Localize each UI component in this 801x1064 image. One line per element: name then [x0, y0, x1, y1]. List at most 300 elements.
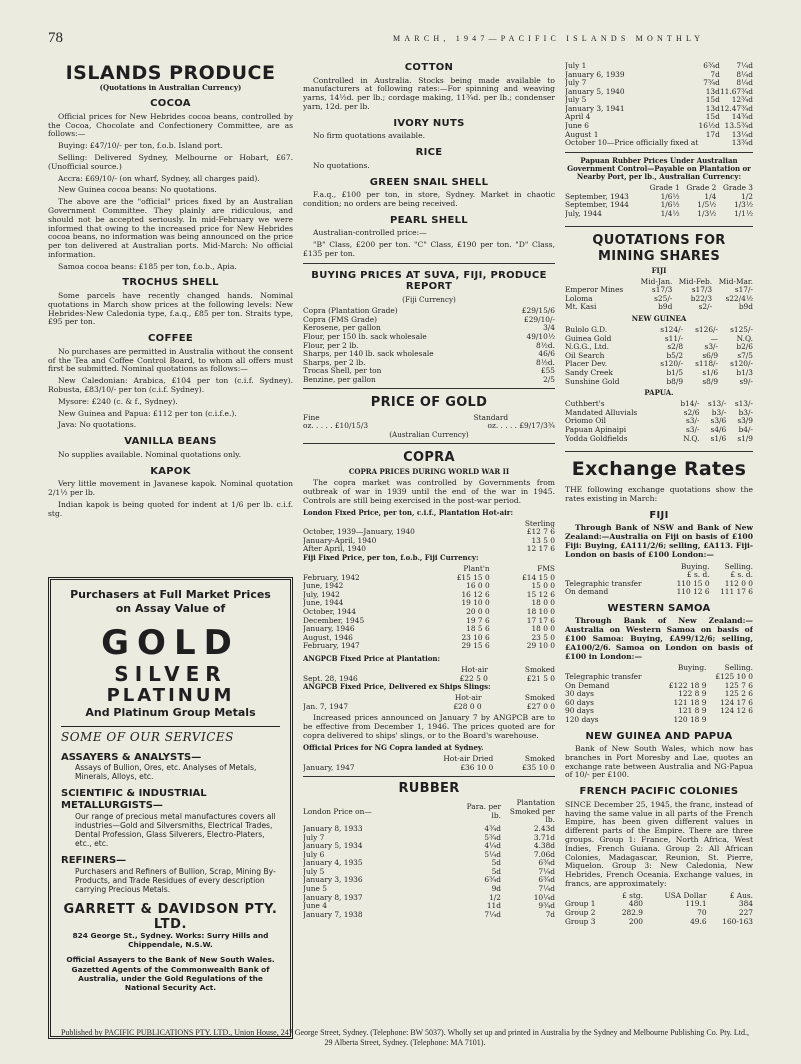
- table-cell: [699, 139, 720, 148]
- table-cell: 90 days: [565, 706, 594, 716]
- ng-copra-table: [303, 755, 555, 772]
- table-cell: s2/8: [667, 342, 684, 352]
- table-cell: 5d: [491, 858, 501, 868]
- table-cell: 1/6½: [660, 200, 680, 210]
- table-cell: £15 15 0: [456, 572, 490, 582]
- table-cell: 6¾d: [538, 858, 555, 868]
- table-cell: Oil Search: [565, 350, 605, 360]
- col-smoked: Smoked: [524, 665, 555, 675]
- table-cell: 7¼d: [538, 866, 555, 876]
- table-cell: 110 12 6: [676, 587, 710, 597]
- table-cell: 18 0 0: [531, 598, 555, 608]
- copra-heading: COPRA: [403, 450, 455, 466]
- table-cell: 6¾d: [703, 62, 720, 70]
- table-cell: January-April, 1940: [303, 535, 377, 545]
- table-row: [565, 716, 753, 725]
- table-cell: 13¾d: [731, 138, 753, 148]
- table-cell: Sunshine Gold: [565, 376, 620, 386]
- table-cell: s3/6: [710, 416, 727, 426]
- cell: £28 0 0: [453, 701, 482, 711]
- table-cell: July 6: [303, 849, 325, 859]
- coffee-para: Mysore: £240 (c. & f., Sydney).: [58, 396, 178, 406]
- table-cell: Sharps, per 2 lb.: [303, 357, 366, 367]
- cocoa-para: Official prices for New Hebrides cocoa beans, controlled by the Cocoa, Chocolate and Confectionery Committee, are as follows:—: [48, 111, 293, 139]
- kapok-para: Very little movement in Javanese kapok. Nominal quotation 2/1½ per lb.: [48, 479, 293, 498]
- table-cell: [706, 716, 753, 725]
- copra-para: The copra market was controlled by Governments from outbreak of war in 1939 until the end of the war in 1945. Controls are still being exercised in the post-war period.: [303, 478, 555, 505]
- table-cell: July 1: [565, 62, 587, 70]
- divider: [303, 443, 555, 444]
- samoa-para: Through Bank of New Zealand:—Australia on Western Samoa on basis of £100 Samoa: Buying, £A99/12/6; selling, £A100/2/6. Samoa on London on basis of £100 in London:—: [565, 616, 753, 661]
- table-cell: 5¾d: [484, 832, 501, 842]
- table-cell: 15d: [705, 112, 720, 122]
- table-cell: 7.06d: [533, 849, 555, 859]
- table-cell: Yodda Goldfields: [565, 433, 628, 443]
- divider: [303, 263, 555, 264]
- col-units: £ s. d.: [686, 570, 710, 580]
- coffee-para: New Guinea and Papua: £112 per ton (c.i.f.e.).: [58, 408, 237, 418]
- table-cell: 200: [628, 916, 643, 926]
- table-cell: 6¾d: [484, 875, 501, 885]
- table-cell: Kerosene, per gallon: [303, 323, 381, 333]
- table-cell: 7¾d: [703, 78, 720, 88]
- angpcb-table: [303, 666, 555, 683]
- table-cell: s17/-: [734, 285, 753, 295]
- mining-ng-heading: NEW GUINEA: [631, 314, 687, 323]
- col-hot-air: Hot-air: [461, 665, 488, 675]
- table-cell: 7¼d: [484, 909, 501, 919]
- table-cell: 110 15 0: [676, 578, 710, 588]
- cocoa-para: Selling: Delivered Sydney, Melbourne or Hobart, £67. (Unofficial source.): [48, 152, 293, 171]
- table-cell: 124 12 6: [720, 706, 753, 716]
- exchange-intro: THE following exchange quotations show the rates existing in March:: [565, 485, 753, 503]
- table-cell: 121 8 9: [678, 706, 707, 716]
- table-cell: s120/-: [660, 359, 684, 369]
- table-cell: 23 10 6: [461, 632, 490, 642]
- trochus-para: Some parcels have recently changed hands. Nominal quotations in March show prices at the following levels: New Hebrides-New Caledonia type, f.a.q., £85 per ton. Straits type, £95 per ton.: [48, 291, 293, 327]
- gold-fine-label: Fine: [303, 412, 320, 422]
- table-cell: January, 1946: [303, 624, 355, 634]
- divider: [565, 152, 753, 153]
- table-cell: 13¼d: [731, 129, 753, 139]
- table-cell: 7¼d: [538, 883, 555, 893]
- table-cell: August 1: [565, 129, 599, 139]
- table-cell: 1/3½: [697, 208, 717, 218]
- vanilla-para: No supplies available. Nominal quotations only.: [58, 449, 241, 459]
- vanilla-heading: VANILLA BEANS: [124, 436, 217, 448]
- gold-standard-price: oz. . . . . £9/17/3¾: [487, 421, 555, 431]
- table-cell: b8/9: [666, 376, 684, 386]
- table-cell: June 4: [303, 901, 327, 911]
- mining-heading: QUOTATIONS FOR MINING SHARES: [592, 233, 726, 264]
- table-row: [565, 378, 753, 387]
- table-cell: s11/-: [664, 333, 684, 343]
- table-cell: 1/3½: [733, 200, 753, 210]
- table-cell: N.Q.: [736, 333, 753, 343]
- copra-para: Increased prices announced on January 7 by ANGPCB are to be effective from December 1, 1946. The prices quoted are for copra delivered to ships' slings, or to the Board's warehouse.: [303, 713, 555, 741]
- samoa-heading: WESTERN SAMOA: [607, 602, 711, 614]
- fiji-price-table: [303, 565, 555, 651]
- section-title: ISLANDS PRODUCE: [65, 62, 276, 84]
- table-cell: 125 2 6: [724, 689, 753, 699]
- table-cell: Papuan Apinaipi: [565, 425, 627, 434]
- table-cell: Group 2: [565, 908, 596, 917]
- table-cell: s125/-: [730, 325, 753, 335]
- mining-papua-heading: PAPUA.: [644, 388, 674, 398]
- col-selling: Selling.: [724, 561, 753, 571]
- ad-services-heading: SOME OF OUR SERVICES: [61, 726, 280, 745]
- table-cell: Benzine, per gallon: [303, 374, 376, 384]
- rubber-heading: RUBBER: [398, 781, 460, 797]
- divider: [565, 451, 753, 452]
- table-cell: 5¼d: [484, 849, 501, 859]
- col-smoked: Smoked: [524, 693, 555, 703]
- table-cell: July, 1942: [303, 589, 340, 599]
- col-usd: USA Dollar: [664, 890, 707, 900]
- column-islands-produce: [48, 62, 293, 572]
- table-row: [565, 139, 753, 148]
- table-cell: 119.1: [685, 899, 707, 909]
- fpc-heading: FRENCH PACIFIC COLONIES: [579, 786, 739, 798]
- divider: [303, 388, 555, 389]
- cell: £21 5 0: [526, 673, 555, 683]
- table-cell: Sandy Creek: [565, 368, 613, 377]
- table-cell: 4¼d: [484, 841, 501, 851]
- table-cell: January 3, 1941: [565, 103, 625, 113]
- table-cell: July 7: [565, 78, 587, 88]
- ad-intro: Purchasers at Full Market Prices on Assay Value of: [70, 588, 271, 615]
- table-cell: s4/6: [710, 425, 727, 434]
- kapok-heading: KAPOK: [150, 465, 191, 477]
- table-row: [303, 825, 555, 834]
- sterling-label: Sterling: [524, 518, 555, 528]
- table-cell: s13/-: [734, 399, 753, 409]
- table-cell: 7d: [545, 909, 555, 919]
- table-cell: 7¼d: [736, 62, 753, 70]
- table-cell: 16½d: [698, 121, 720, 131]
- gold-standard-label: Standard: [473, 412, 509, 422]
- cell: £22 5 0: [459, 673, 488, 683]
- table-row: [565, 71, 753, 80]
- exchange-heading: Exchange Rates: [571, 458, 747, 481]
- table-cell: s3/-: [685, 416, 700, 426]
- table-cell: 16 0 0: [466, 581, 490, 591]
- col-fms: FMS: [537, 564, 555, 574]
- ivory-heading: IVORY NUTS: [393, 117, 465, 129]
- col-grade: Grade 3: [723, 183, 753, 193]
- table-cell: 19 10 0: [461, 598, 490, 608]
- gold-advertisement: [48, 577, 293, 1039]
- table-cell: 8½d.: [536, 340, 555, 350]
- table-cell: June 5: [303, 883, 327, 893]
- table-cell: January 8, 1937: [303, 892, 363, 902]
- table-cell: 70: [697, 908, 707, 917]
- table-cell: £12 7 6: [526, 527, 555, 537]
- table-row: [303, 859, 555, 868]
- table-cell: 120 18 9: [673, 714, 707, 724]
- page-number: 78: [48, 30, 63, 46]
- table-cell: 1/2: [489, 892, 501, 902]
- table-cell: s25/-: [654, 293, 673, 303]
- table-row: [565, 588, 753, 597]
- table-cell: 18 5 6: [466, 624, 490, 634]
- coffee-heading: COFFEE: [148, 333, 193, 345]
- table-cell: December, 1945: [303, 615, 365, 625]
- table-cell: 2/5: [543, 374, 555, 384]
- table-cell: 60 days: [565, 697, 594, 707]
- table-cell: June, 1944: [303, 598, 344, 608]
- running-title: MARCH, 1947—PACIFIC ISLANDS MONTHLY: [393, 34, 705, 43]
- column-rates: [565, 62, 753, 1024]
- ng-copra-heading: Official Prices for NG Copra landed at Sydney.: [303, 742, 484, 752]
- table-cell: Placer Dev.: [565, 359, 608, 369]
- mining-papua-table: [565, 400, 753, 443]
- table-cell: £29/10/-: [524, 314, 555, 324]
- table-cell: b5/2: [666, 350, 684, 360]
- table-cell: s2/-: [698, 302, 713, 312]
- col-selling: Selling.: [724, 663, 753, 673]
- table-cell: Loloma: [565, 293, 593, 303]
- snail-para: F.a.q., £100 per ton, in store, Sydney. Market in chaotic condition; no orders are being received.: [303, 190, 555, 208]
- table-cell: July 5: [303, 866, 325, 876]
- divider: [303, 776, 555, 777]
- cell: £36 10 0: [460, 762, 494, 772]
- table-cell: Sharps, per 140 lb. sack wholesale: [303, 349, 434, 359]
- table-cell: 23 5 0: [531, 632, 555, 642]
- table-cell: £29/15/6: [521, 306, 555, 316]
- london-price-heading: London Fixed Price, per ton, c.i.f., Plantation Hot-air:: [303, 507, 514, 517]
- cocoa-para: New Guinea cocoa beans: No quotations.: [58, 185, 217, 195]
- ad-service-heading: ASSAYERS & ANALYSTS—: [61, 751, 202, 763]
- table-cell: June 6: [565, 121, 589, 131]
- table-cell: s118/-: [695, 359, 719, 369]
- fiji-price-heading: Fiji Fixed Price, per ton, f.o.b., Fiji Currency:: [303, 553, 479, 563]
- table-cell: Flour, per 2 lb.: [303, 340, 359, 350]
- table-cell: 18 0 0: [531, 624, 555, 634]
- col-hot-air-dried: Hot-air Dried: [443, 753, 494, 763]
- table-cell: s3/9: [737, 416, 753, 426]
- cotton-heading: COTTON: [404, 62, 454, 73]
- table-cell: 1/1½: [733, 208, 753, 218]
- table-cell: s22/4½: [725, 293, 753, 303]
- table-cell: N.Q.: [683, 433, 700, 443]
- exchange-fiji-para: Through Bank of NSW and Bank of New Zealand:—Australia on Fiji on basis of £100 Fiji: Buying, £A111/2/6; selling, £A113. Fiji-London on basis of £100 London:—: [565, 523, 753, 559]
- angpcb2-table: [303, 694, 555, 711]
- fpc-table: [565, 892, 753, 926]
- table-cell: 15 0 0: [531, 581, 555, 591]
- mining-ng-table: [565, 326, 753, 386]
- ad-service-desc: Assays of Bullion, Ores, etc. Analyses of Metals, Minerals, Alloys, etc.: [75, 763, 257, 782]
- papuan-rubber-table: [565, 184, 753, 218]
- rubber-col-para: Para. per lb.: [466, 802, 501, 821]
- gold-price-table: [303, 414, 555, 431]
- table-cell: January 6, 1939: [565, 69, 625, 79]
- table-cell: 13d: [705, 86, 720, 96]
- table-cell: September, 1944: [565, 200, 629, 210]
- table-cell: 1/5½: [697, 200, 717, 210]
- table-cell: 29 10 0: [526, 641, 555, 651]
- col-smoked: Smoked: [524, 753, 555, 763]
- table-cell: s17/3: [651, 285, 673, 295]
- cell: Sept. 28, 1946: [303, 673, 358, 683]
- table-cell: b3/-: [711, 407, 727, 417]
- ad-silver: SILVER: [114, 661, 227, 686]
- table-cell: b2/6: [736, 342, 753, 352]
- table-cell: Emperor Mines: [565, 285, 624, 295]
- table-cell: July 7: [303, 832, 325, 842]
- table-cell: 3/4: [543, 323, 555, 333]
- table-cell: 8¼d: [736, 78, 753, 88]
- table-row: [303, 642, 555, 651]
- col-mid-jan: Mid-Jan.: [640, 276, 673, 286]
- col-mid-mar: Mid-Mar.: [718, 276, 753, 286]
- cocoa-para: Buying: £47/10/- per ton, f.o.b. Island port.: [58, 141, 223, 151]
- table-cell: January 3, 1936: [303, 875, 363, 885]
- table-cell: 6¾d: [538, 875, 555, 885]
- mining-fiji-heading: FIJI: [651, 265, 667, 275]
- table-cell: 2.43d: [533, 823, 555, 833]
- table-row: [565, 210, 753, 219]
- table-cell: 18 10 0: [526, 607, 555, 617]
- table-cell: —: [710, 333, 719, 343]
- cocoa-para: The above are the "official" prices fixed by an Australian Government Committee. They plainly are ridiculous, and should not be accepted seriously. In mid-February we were informed that owing to the increased price for New Hebrides cocoa beans, no information was being announced on the price per ton delivered at Australian ports. Mid-March: No official information.: [48, 197, 293, 259]
- table-cell: Trocas Shell, per ton: [303, 366, 382, 376]
- table-cell: 12 17 6: [526, 544, 555, 554]
- london-price-table: [303, 520, 555, 554]
- table-cell: Group 1: [565, 899, 596, 909]
- table-cell: s3/-: [685, 425, 700, 434]
- table-row: [565, 435, 753, 444]
- table-cell: 13 5 0: [531, 535, 555, 545]
- table-cell: b3/-: [738, 407, 753, 417]
- col-units: £ s. d.: [730, 570, 753, 580]
- ad-official: Official Assayers to the Bank of New South Wales. Gazetted Agents of the Commonwealth Bank of Australia, under the Gold Regulations of the National Security Act.: [66, 955, 275, 993]
- suva-heading: BUYING PRICES AT SUVA, FIJI, PRODUCE REPORT: [311, 269, 547, 293]
- table-cell: January 7, 1938: [303, 909, 363, 919]
- section-subtitle: (Quotations in Australian Currency): [99, 83, 242, 93]
- col-buying: Buying.: [680, 561, 710, 571]
- ad-platinum-group: And Platinum Group Metals: [85, 706, 256, 719]
- table-cell: 11.67¾d: [719, 86, 753, 96]
- table-cell: February, 1942: [303, 572, 360, 582]
- ad-service-desc: Our range of precious metal manufactures covers all industries—Gold and Silversmiths, Electrical Trades, Dental Profession, Glass Silverers, Electro-Platers, etc., etc.: [75, 811, 276, 848]
- table-row: [565, 105, 753, 114]
- table-cell: After April, 1940: [303, 544, 367, 554]
- table-cell: 125 7 6: [724, 680, 753, 690]
- table-cell: s13/-: [708, 399, 727, 409]
- table-cell: 46/6: [538, 349, 555, 359]
- table-cell: 160-163: [722, 916, 753, 926]
- snail-heading: GREEN SNAIL SHELL: [369, 176, 489, 188]
- table-cell: 14¾d: [731, 112, 753, 122]
- mining-fiji-table: [565, 278, 753, 312]
- ad-platinum: PLATINUM: [106, 685, 235, 707]
- angpcb-heading: ANGPCB Fixed Price at Plantation:: [303, 653, 441, 663]
- trochus-heading: TROCHUS SHELL: [122, 277, 219, 289]
- table-row: [565, 303, 753, 312]
- table-cell: 11d: [486, 901, 501, 911]
- table-cell: s9/-: [739, 376, 753, 386]
- table-cell: Oriomo Oil: [565, 416, 606, 426]
- table-cell: 227: [738, 908, 753, 917]
- angpcb2-heading: ANGPCB Fixed Price, Delivered ex Ships Slings:: [303, 682, 491, 692]
- col-aus: £ Aus.: [729, 890, 753, 900]
- table-cell: January 5, 1934: [303, 841, 363, 851]
- table-cell: 1/6½: [660, 191, 680, 201]
- table-row: [303, 894, 555, 903]
- page-header: [48, 30, 753, 48]
- table-cell: Mandated Alluvials: [565, 407, 638, 417]
- table-cell: 384: [738, 899, 753, 909]
- gold-fine-price: oz. . . . . £10/15/3: [303, 421, 369, 431]
- coffee-para: Java: No quotations.: [58, 420, 137, 430]
- table-cell: b14/-: [680, 399, 700, 409]
- exchange-fiji-heading: FIJI: [649, 509, 669, 521]
- col-grade: Grade 1: [649, 183, 680, 193]
- table-cell: 124 17 6: [720, 697, 753, 707]
- table-cell: Guinea Gold: [565, 333, 612, 343]
- table-cell: 111 17 6: [720, 587, 753, 597]
- table-cell: 4¾d: [484, 823, 501, 833]
- table-cell: 120 days: [565, 714, 599, 724]
- table-cell: s8/9: [702, 376, 719, 386]
- table-cell: £14 15 0: [522, 572, 555, 582]
- table-cell: Cuthbert's: [565, 399, 605, 409]
- table-cell: £122 18 9: [668, 680, 707, 690]
- table-cell: Telegraphic transfer: [565, 672, 642, 682]
- publisher-footer: Published by PACIFIC PUBLICATIONS PTY. LTD., Union House, 247 George Street, Sydney. (Telephone: BW 5037). Wholly set up and printed in Australia by the Sydney and Melbourne Publishing Co. Pty. Ltd., 29 Alberta Street, Sydney. (Telephone: MA 7101).: [60, 1028, 750, 1047]
- cell: £27 0 0: [526, 701, 555, 711]
- table-cell: On Demand: [565, 680, 610, 690]
- table-cell: 282.9: [621, 908, 643, 917]
- table-cell: 1/2: [741, 191, 753, 201]
- table-cell: Bulolo G.D.: [565, 325, 608, 335]
- cell: January, 1947: [303, 762, 355, 772]
- col-plantation: Plant'n: [463, 564, 490, 574]
- table-cell: 7d: [710, 69, 720, 79]
- table-row: [303, 911, 555, 920]
- copra-subheading: COPRA PRICES DURING WORLD WAR II: [348, 467, 510, 477]
- ngp-para: Bank of New South Wales, which now has branches in Port Moresby and Lae, quotes an exchange rate between Australia and NG-Papua of 10/- per £100.: [565, 744, 753, 780]
- ad-service-heading: SCIENTIFIC & INDUSTRIAL METALLURGISTS—: [61, 788, 207, 812]
- rubber-table: [303, 799, 555, 919]
- table-cell: 3.71d: [533, 832, 555, 842]
- table-cell: 10¼d: [533, 892, 555, 902]
- cocoa-heading: COCOA: [150, 98, 191, 110]
- table-cell: 112 0 0: [724, 578, 753, 588]
- table-cell: April 4: [565, 112, 591, 122]
- table-cell: 9d: [491, 883, 501, 893]
- pearl-para: "B" Class, £200 per ton. "C" Class, £190 per ton. "D" Class, £135 per ton.: [303, 240, 555, 258]
- ivory-para: No firm quotations available.: [313, 131, 426, 141]
- table-cell: 20 0 0: [466, 607, 490, 617]
- ngp-heading: NEW GUINEA AND PAPUA: [585, 730, 733, 742]
- table-cell: s124/-: [660, 325, 684, 335]
- col-hot-air: Hot-air: [454, 693, 482, 703]
- table-cell: Copra (Plantation Grade): [303, 306, 398, 316]
- rice-para: No quotations.: [313, 160, 370, 170]
- fpc-para: SINCE December 25, 1945, the franc, instead of having the same value in all parts of the French Empire, has been given different values in different parts of the Empire. There are three groups. Group 1: France, North Africa, West Indies, French Guiana. Group 2: All African Colonies, Madagascar, Reunion, St. Pierre, Miquelon. Group 3: New Caledonia, New Hebrides, French Oceania. Exchange values, in francs, are approximately:: [565, 799, 753, 889]
- table-cell: s1/9: [737, 433, 753, 443]
- cocoa-para: Accra: £69/10/- (on wharf, Sydney, all charges paid).: [58, 173, 260, 183]
- suva-price-table: [303, 307, 555, 384]
- table-cell: b9d: [738, 302, 753, 312]
- rubber-col-plantation: Plantation Smoked per lb.: [509, 798, 555, 825]
- cell: £35 10 0: [522, 762, 555, 772]
- coffee-para: New Caledonian: Arabica, £104 per ton (c.i.f. Sydney). Robusta, £83/10/- per ton (c.i.f. Sydney).: [48, 376, 293, 395]
- table-cell: October 10—Price officially fixed at: [565, 138, 699, 148]
- table-cell: s126/-: [695, 325, 719, 335]
